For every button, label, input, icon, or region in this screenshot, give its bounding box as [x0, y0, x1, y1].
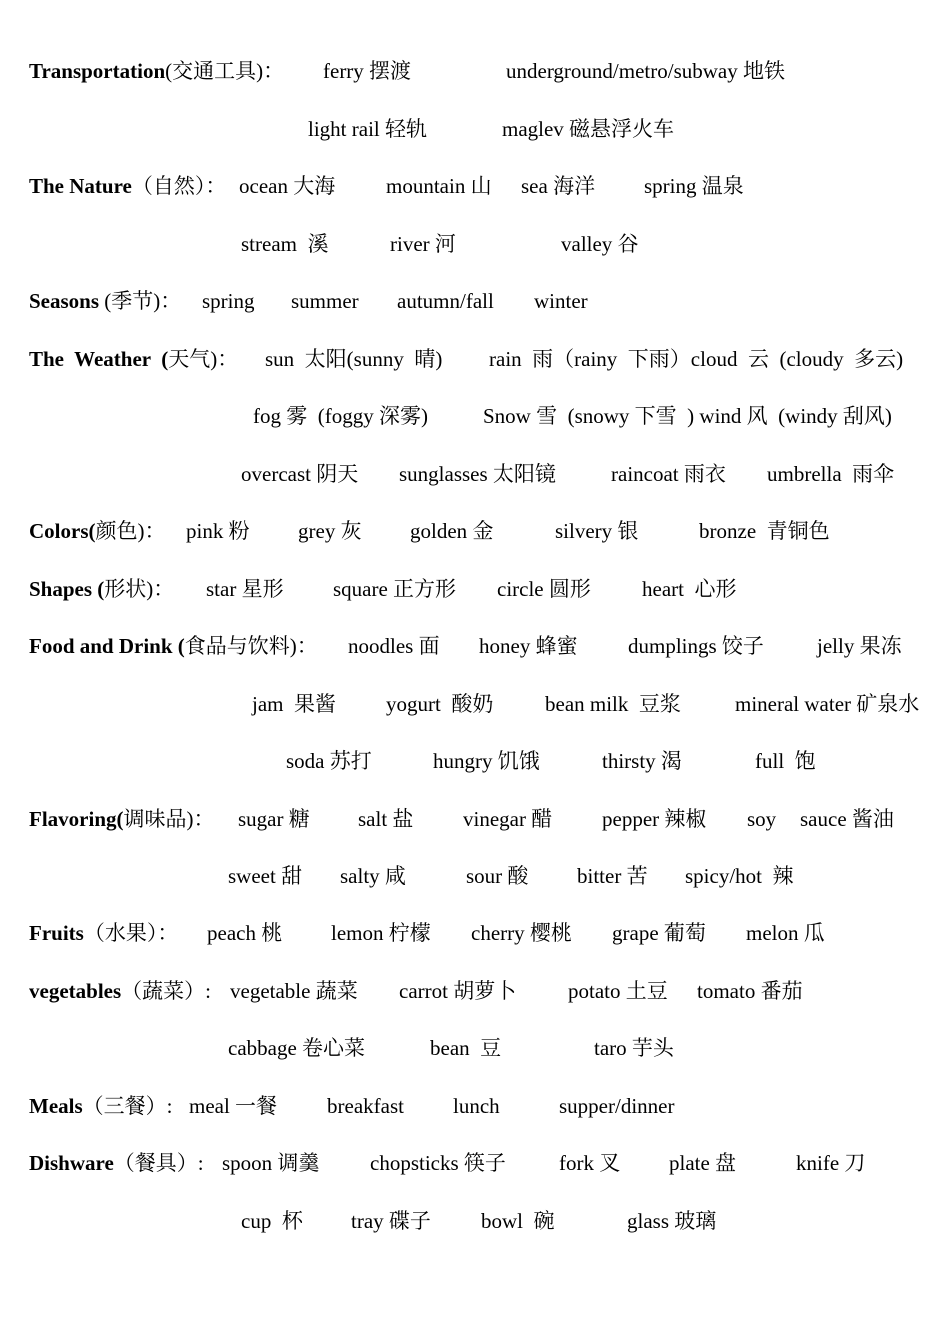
vocab-item: circle 圆形	[497, 577, 591, 601]
vocab-item: star 星形	[206, 577, 284, 601]
category-heading	[29, 918, 178, 948]
vocab-item: summer	[291, 289, 359, 313]
vocab-item: spicy/hot 辣	[685, 864, 794, 888]
category-heading-zh: （自然）：	[131, 174, 227, 198]
category-heading-en: The Nature	[29, 174, 132, 198]
vocab-row-continuation	[0, 746, 950, 776]
category-heading-zh: 形状)：	[104, 577, 175, 601]
category-heading-en: vegetables	[29, 979, 122, 1003]
category-heading-en: The Weather (	[29, 347, 169, 371]
category-heading-en: Food and Drink (	[29, 634, 185, 658]
category-heading-zh: (季节)：	[99, 289, 182, 313]
vocab-item: umbrella 雨伞	[767, 462, 895, 486]
vocab-item: grey 灰	[298, 519, 362, 543]
category-heading-en: Fruits	[29, 921, 84, 945]
vocab-item: underground/metro/subway 地铁	[506, 59, 785, 83]
vocab-item: supper/dinner	[559, 1094, 675, 1118]
vocab-item: thirsty 渴	[602, 749, 682, 773]
vocab-item: sauce 酱油	[800, 807, 894, 831]
vocab-item: spoon 调羹	[222, 1151, 320, 1175]
vocab-item: glass 玻璃	[627, 1209, 717, 1233]
vocab-item: salty 咸	[340, 864, 406, 888]
vocab-item: fog 雾 (foggy 深雾)	[253, 404, 428, 428]
vocab-item: heart 心形	[642, 577, 737, 601]
category-heading	[29, 56, 284, 86]
vocab-row-seasons	[0, 286, 950, 316]
vocab-item: Snow 雪 (snowy 下雪 ) wind 风 (windy 刮风)	[483, 404, 892, 428]
category-heading-zh: （三餐）:	[82, 1094, 173, 1118]
vocab-item: mountain 山	[386, 174, 492, 198]
vocab-row-continuation	[0, 861, 950, 891]
vocab-item: river 河	[390, 232, 456, 256]
vocab-item: bowl 碗	[481, 1209, 555, 1233]
vocab-item: lemon 柠檬	[331, 921, 431, 945]
vocab-item: full 饱	[755, 749, 816, 773]
vocab-item: overcast 阴天	[241, 462, 359, 486]
vocab-item: mineral water 矿泉水	[735, 692, 920, 716]
vocab-row-vegetables	[0, 976, 950, 1006]
vocab-item: sugar 糖	[238, 807, 310, 831]
vocab-item: vegetable 蔬菜	[230, 979, 358, 1003]
vocab-item: sour 酸	[466, 864, 529, 888]
category-heading-zh: (交通工具)：	[165, 59, 285, 83]
vocab-row-continuation	[0, 689, 950, 719]
vocab-item: light rail 轻轨	[308, 117, 427, 141]
vocab-item: meal 一餐	[189, 1094, 278, 1118]
vocab-row-continuation	[0, 1206, 950, 1236]
category-heading-zh: 食品与饮料)：	[184, 634, 318, 658]
category-heading	[29, 804, 215, 834]
vocab-item: dumplings 饺子	[628, 634, 764, 658]
vocab-item: silvery 银	[555, 519, 639, 543]
category-heading-zh: （餐具）:	[113, 1151, 204, 1175]
vocab-item: hungry 饥饿	[433, 749, 540, 773]
category-heading-en: Transportation	[29, 59, 166, 83]
vocab-item: lunch	[453, 1094, 500, 1118]
vocab-item: ferry 摆渡	[323, 59, 412, 83]
vocab-item: chopsticks 筷子	[370, 1151, 506, 1175]
category-heading-zh: 调味品)：	[123, 807, 215, 831]
vocab-row-nature	[0, 171, 950, 201]
vocab-item: valley 谷	[561, 232, 639, 256]
category-heading-en: Flavoring(	[29, 807, 124, 831]
vocab-item: sea 海洋	[521, 174, 596, 198]
vocab-row-continuation	[0, 401, 950, 431]
vocab-item: cabbage 卷心菜	[228, 1036, 366, 1060]
category-heading	[29, 286, 181, 316]
vocab-item: melon 瓜	[746, 921, 825, 945]
category-heading-en: Dishware	[29, 1151, 114, 1175]
category-heading-en: Seasons	[29, 289, 100, 313]
vocab-item: bronze 青铜色	[699, 519, 830, 543]
vocab-item: vinegar 醋	[463, 807, 553, 831]
category-heading-zh: （水果）：	[83, 921, 179, 945]
category-heading-en: Colors(	[29, 519, 96, 543]
vocab-item: salt 盐	[358, 807, 414, 831]
category-heading	[29, 1148, 204, 1178]
vocab-item: peach 桃	[207, 921, 283, 945]
vocab-item: knife 刀	[796, 1151, 866, 1175]
vocab-item: winter	[534, 289, 588, 313]
vocab-row-continuation	[0, 459, 950, 489]
vocab-row-weather	[0, 344, 950, 374]
vocab-row-continuation	[0, 1033, 950, 1063]
vocab-row-continuation	[0, 229, 950, 259]
category-heading-zh: 天气)：	[168, 347, 239, 371]
vocab-item: pepper 辣椒	[602, 807, 707, 831]
vocab-item: spring	[202, 289, 255, 313]
vocab-row-continuation	[0, 114, 950, 144]
vocab-item: noodles 面	[348, 634, 440, 658]
vocab-item: ocean 大海	[239, 174, 336, 198]
vocab-row-fruits	[0, 918, 950, 948]
category-heading-zh: 颜色)：	[95, 519, 166, 543]
vocab-item: autumn/fall	[397, 289, 494, 313]
vocab-item: golden 金	[410, 519, 494, 543]
vocab-item: sweet 甜	[228, 864, 303, 888]
category-heading	[29, 171, 226, 201]
vocab-row-shapes	[0, 574, 950, 604]
category-heading	[29, 631, 318, 661]
vocab-row-dishware	[0, 1148, 950, 1178]
vocab-item: bean milk 豆浆	[545, 692, 681, 716]
vocab-item: bean 豆	[430, 1036, 502, 1060]
vocab-row-meals	[0, 1091, 950, 1121]
vocab-row-transportation	[0, 56, 950, 86]
vocab-item: sun 太阳(sunny 晴)	[265, 347, 443, 371]
vocab-item: square 正方形	[333, 577, 457, 601]
vocab-item: spring 温泉	[644, 174, 744, 198]
vocab-item: cup 杯	[241, 1209, 303, 1233]
vocab-item: pink 粉	[186, 519, 250, 543]
vocab-item: tomato 番茄	[697, 979, 803, 1003]
vocab-item: cherry 樱桃	[471, 921, 572, 945]
vocab-item: soda 苏打	[286, 749, 372, 773]
vocab-item: bitter 苦	[577, 864, 648, 888]
vocab-item: stream 溪	[241, 232, 329, 256]
vocab-item: jelly 果冻	[817, 634, 902, 658]
category-heading-en: Shapes (	[29, 577, 105, 601]
vocab-item: soy	[747, 807, 777, 831]
vocab-item: potato 土豆	[568, 979, 668, 1003]
vocab-item: raincoat 雨衣	[611, 462, 726, 486]
vocab-item: tray 碟子	[351, 1209, 431, 1233]
category-heading	[29, 976, 211, 1006]
vocab-item: plate 盘	[669, 1151, 737, 1175]
vocab-item: carrot 胡萝卜	[399, 979, 517, 1003]
vocab-item: fork 叉	[559, 1151, 621, 1175]
vocab-item: taro 芋头	[594, 1036, 674, 1060]
vocab-item: maglev 磁悬浮火车	[502, 117, 675, 141]
vocab-row-flavoring	[0, 804, 950, 834]
vocab-item: jam 果酱	[252, 692, 336, 716]
category-heading	[29, 516, 166, 546]
vocab-row-food-and-drink	[0, 631, 950, 661]
vocab-row-colors	[0, 516, 950, 546]
category-heading-en: Meals	[29, 1094, 83, 1118]
vocab-item: yogurt 酸奶	[386, 692, 494, 716]
category-heading-zh: （蔬菜）:	[121, 979, 211, 1003]
category-heading	[29, 1091, 173, 1121]
category-heading	[29, 344, 238, 374]
vocab-item: honey 蜂蜜	[479, 634, 578, 658]
category-heading	[29, 574, 174, 604]
vocab-item: sunglasses 太阳镜	[399, 462, 556, 486]
vocab-item: breakfast	[327, 1094, 404, 1118]
vocab-item: grape 葡萄	[612, 921, 706, 945]
vocab-item: rain 雨（rainy 下雨）cloud 云 (cloudy 多云)	[489, 347, 904, 371]
